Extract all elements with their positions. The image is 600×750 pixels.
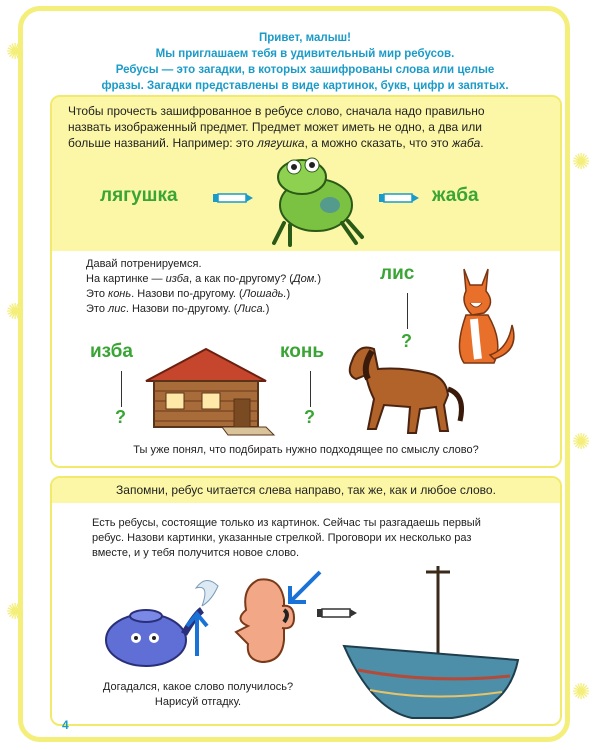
question-line bbox=[407, 293, 408, 329]
header-line: больше названий. Например: это лягушка, а можно сказать, что это жаба. bbox=[68, 136, 484, 150]
practice-text: Давай потренируемся. На картинке — изба, а как по-другому? (Дом.) Это конь. Назови по-другому. (Лошадь.) Это лис. Назови по-другому. (Лиса.) bbox=[86, 258, 322, 315]
lightbulb-icon: ✺ bbox=[572, 430, 591, 455]
lightbulb-icon: ✺ bbox=[572, 680, 591, 705]
frog-row bbox=[52, 151, 560, 251]
question-mark: ? bbox=[401, 331, 412, 351]
intro-line: Мы приглашаем тебя в удивительный мир ребусов. bbox=[155, 48, 455, 60]
lightbulb-icon: ✺ bbox=[572, 150, 591, 175]
word-frog: лягушка bbox=[100, 185, 178, 206]
question-line bbox=[121, 371, 122, 407]
panel-header bbox=[52, 97, 560, 151]
question-line bbox=[310, 371, 311, 407]
intro-text bbox=[60, 30, 550, 94]
intro-line: фразы. Загадки представлены в виде картинок, букв, цифр и запятых. bbox=[101, 80, 509, 92]
arrow-up-icon bbox=[182, 608, 212, 658]
intro-line: Ребусы — это загадки, в которых зашифрованы слова или целые bbox=[115, 64, 495, 76]
arrow-diagonal-icon bbox=[284, 568, 324, 608]
lightbulb-icon: ✺ bbox=[6, 300, 25, 325]
synonym-panel bbox=[50, 95, 562, 468]
frog-illustration bbox=[260, 153, 370, 249]
horse-illustration bbox=[332, 339, 472, 439]
hut-illustration bbox=[136, 345, 276, 437]
word-horse: конь bbox=[280, 341, 325, 362]
question-mark: ? bbox=[304, 407, 315, 427]
word-fox: лис bbox=[380, 263, 415, 284]
pencil-icon bbox=[378, 191, 420, 205]
lightbulb-icon: ✺ bbox=[6, 600, 25, 625]
footer-question: Ты уже понял, что подбирать нужно подходящее по смыслу слово? bbox=[133, 444, 479, 456]
intro-greeting: Привет, малыш! bbox=[259, 32, 351, 44]
ship-hull-illustration bbox=[342, 560, 522, 724]
question-mark: ? bbox=[115, 407, 126, 427]
lightbulb-icon: ✺ bbox=[6, 40, 25, 65]
page-number: 4 bbox=[62, 718, 69, 732]
header-line: назвать изображенный предмет. Предмет может иметь не одно, а два или bbox=[68, 120, 482, 134]
header-line: Чтобы прочесть зашифрованное в ребусе слово, сначала надо правильно bbox=[68, 104, 485, 118]
word-house: изба bbox=[90, 341, 133, 362]
pencil-icon bbox=[212, 191, 254, 205]
rebus-instructions: Есть ребусы, состоящие только из картинок. Сейчас ты разгадаешь первый ребус. Назови картинки, указанные стрелкой. Проговори их несколько раз вместе, и у тебя получится новое слово. bbox=[92, 517, 481, 559]
panel-header: Запомни, ребус читается слева направо, так же, как и любое слово. bbox=[52, 478, 560, 503]
word-toad: жаба bbox=[432, 185, 479, 206]
practice-area bbox=[52, 247, 560, 468]
guess-prompt: Догадался, какое слово получилось? Нарисуй отгадку. bbox=[102, 681, 294, 708]
rebus-panel bbox=[50, 476, 562, 726]
